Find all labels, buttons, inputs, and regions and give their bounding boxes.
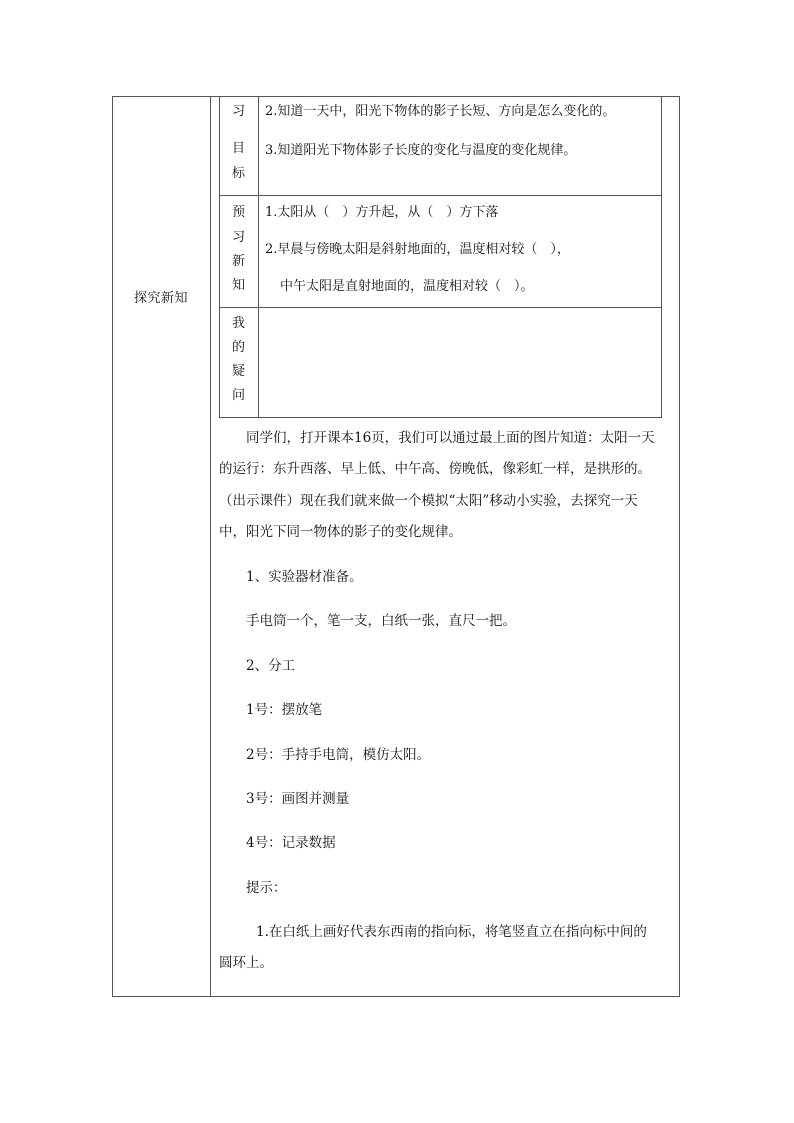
preview-label-char: 习 — [231, 230, 245, 245]
hint-line: 圆环上。 — [219, 955, 273, 971]
objective-item: 3.知道阳光下物体影子长度的变化与温度的变化规律。 — [265, 143, 577, 158]
objective-item: 2.知道一天中，阳光下物体的影子长短、方向是怎么变化的。 — [265, 104, 616, 119]
objectives-label-char: 标 — [231, 166, 245, 181]
step1-text: 手电筒一个，笔一支，白纸一张，直尺一把。 — [246, 613, 516, 629]
preview-label-char: 预 — [231, 205, 245, 220]
role-item: 1号：摆放笔 — [246, 702, 323, 718]
role-item: 4号：记录数据 — [246, 835, 336, 851]
intro-line: 中，阳光下同一物体的影子的变化规律。 — [219, 524, 462, 540]
preview-item: 中午太阳是直射地面的，温度相对较（ ）。 — [280, 279, 534, 294]
objectives-label-char: 目 — [231, 141, 245, 156]
questions-label-char: 的 — [231, 340, 245, 355]
questions-label-char: 问 — [231, 388, 245, 403]
intro-line: 同学们，打开课本16页，我们可以通过最上面的图片知道：太阳一天 — [246, 430, 655, 446]
hint-title: 提示： — [246, 880, 287, 896]
section-label: 探究新知 — [133, 291, 188, 306]
questions-label-char: 疑 — [231, 364, 245, 379]
intro-line: （出示课件）现在我们就来做一个模拟“太阳”移动小实验，去探究一天 — [219, 493, 638, 509]
step2-title: 2、分工 — [246, 658, 296, 674]
role-item: 2号：手持手电筒，模仿太阳。 — [246, 747, 431, 763]
inner-column-divider — [258, 96, 259, 418]
hint-line: 1.在白纸上画好代表东西南的指向标，将笔竖直立在指向标中间的 — [256, 924, 647, 940]
role-item: 3号：画图并测量 — [246, 791, 350, 807]
inner-row-divider — [219, 307, 662, 308]
column-divider — [210, 96, 211, 997]
step1-title: 1、实验器材准备。 — [246, 569, 363, 585]
intro-line: 的运行：东升西落、早上低、中午高、傍晚低，像彩虹一样，是拱形的。 — [219, 461, 651, 477]
preview-item: 2.早晨与傍晚太阳是斜射地面的，温度相对较（ ）， — [265, 242, 570, 257]
preview-item: 1.太阳从（ ）方升起，从（ ）方下落 — [265, 205, 499, 220]
objectives-label-char: 习 — [231, 104, 245, 119]
preview-label-char: 新 — [231, 254, 245, 269]
inner-row-divider — [219, 195, 662, 196]
questions-label-char: 我 — [231, 316, 245, 331]
preview-label-char: 知 — [231, 278, 245, 293]
